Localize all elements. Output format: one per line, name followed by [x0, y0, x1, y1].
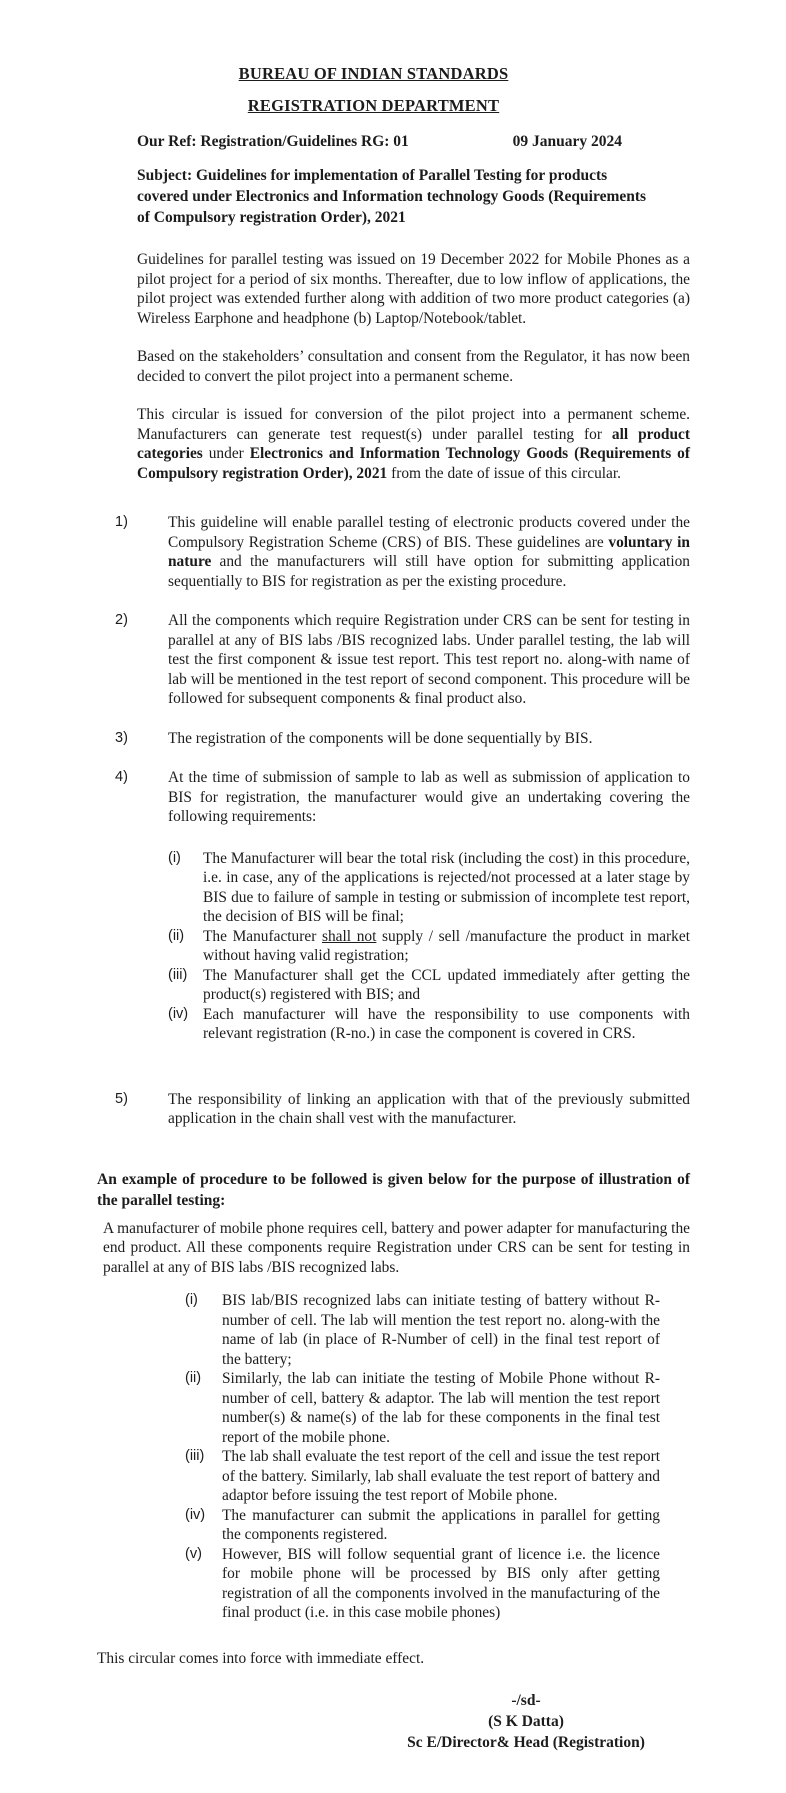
document-date: 09 January 2024 — [512, 133, 622, 150]
list-item-5 — [115, 1090, 690, 1129]
list-item-1 — [115, 513, 690, 591]
undertaking-item-i — [168, 849, 690, 927]
example-item-iii-text: The lab shall evaluate the test report of the cell and issue the test report of the battery. Similarly, lab shall evaluate the test report of battery and adaptor before issuing the test report of Mobile phone. — [222, 1448, 660, 1504]
list-item-2 — [115, 611, 690, 709]
department-title: REGISTRATION DEPARTMENT — [247, 96, 500, 115]
undertaking-item-iv — [168, 1005, 690, 1044]
example-item-iv-text: The manufacturer can submit the applications in parallel for getting the components registered. — [222, 1506, 660, 1543]
reference-row — [137, 133, 622, 151]
list-item-1-number: 1) — [115, 514, 128, 530]
example-item-i — [185, 1291, 660, 1369]
document-content — [97, 64, 690, 1753]
signature-sd: -/sd- — [511, 1692, 541, 1709]
example-list — [185, 1291, 660, 1623]
example-item-i-text: BIS lab/BIS recognized labs can initiate testing of battery without R-number of cell. The lab will mention the test report no. along-with the name of lab (in place of R-Number of cell) in the final test report of the battery; — [222, 1292, 660, 1368]
list-item-3-number: 3) — [115, 729, 128, 746]
signature-block — [376, 1690, 676, 1753]
org-title: BUREAU OF INDIAN STANDARDS — [238, 64, 509, 83]
undertaking-item-iii — [168, 966, 690, 1005]
undertaking-item-ii-text: The Manufacturer shall not supply / sell /manufacture the product in market without having valid registration; — [203, 927, 690, 964]
example-item-iv-number: (iv) — [185, 1506, 206, 1523]
example-item-v-text: However, BIS will follow sequential grant of licence i.e. the licence for mobile phone will be processed by BIS only after getting registration of all the components involved in the manufacturing of the final product (i.e. in this case mobile phones) — [222, 1545, 660, 1621]
example-item-v-number: (v) — [185, 1545, 202, 1562]
closing-statement: This circular comes into force with immediate effect. — [97, 1649, 425, 1667]
reference-number: Our Ref: Registration/Guidelines RG: 01 — [137, 133, 409, 150]
list-item-2-number: 2) — [115, 612, 128, 628]
example-heading: An example of procedure to be followed is given below for the purpose of illustration of the parallel testing: — [97, 1170, 690, 1209]
signature-designation: Sc E/Director& Head (Registration) — [407, 1734, 645, 1751]
example-item-ii — [185, 1369, 660, 1447]
bold-order-title: Electronics and Information Technology Goods (Requirements of Compulsory registration Order), 2021 — [137, 445, 690, 482]
undertaking-item-ii-number: (ii) — [168, 927, 185, 944]
example-item-i-number: (i) — [185, 1292, 198, 1308]
example-item-iv — [185, 1506, 660, 1545]
undertaking-item-ii — [168, 927, 690, 966]
subject-line: Subject: Guidelines for implementation of Parallel Testing for products covered under Electronics and Information technology Goods (Requirements of Compulsory registration Order), 2021 — [137, 167, 647, 226]
example-item-iii — [185, 1447, 660, 1506]
example-item-ii-number: (ii) — [185, 1370, 202, 1386]
list-item-4-number: 4) — [115, 769, 128, 785]
list-item-3 — [115, 729, 690, 749]
underlined-shall-not: shall not — [321, 927, 377, 945]
bold-voluntary-in-nature: voluntary in nature — [168, 533, 690, 570]
example-item-ii-text: Similarly, the lab can initiate the testing of Mobile Phone without R-number of cell, battery & adaptor. The lab will mention the test report number(s) & name(s) of the lab for these components in the final test report of the mobile phone. — [222, 1370, 660, 1446]
list-item-2-text: All the components which require Registration under CRS can be sent for testing in parallel at any of BIS labs /BIS recognized labs. Under parallel testing, the lab will test the first component & issue test report. This test report no. along-with name of lab will be mentioned in the test report of second component. This procedure will be followed for subsequent components & final product also. — [168, 612, 690, 707]
undertaking-item-i-text: The Manufacturer will bear the total risk (including the cost) in this procedure, i.e. in case, any of the applications is rejected/not processed at a later stage by BIS due to failure of sample in testing or submission of incomplete test report, the decision of BIS will be final; — [203, 849, 690, 925]
intro-paragraph-1: Guidelines for parallel testing was issued on 19 December 2022 for Mobile Phones as a pilot project for a period of six months. Thereafter, due to low inflow of applications, the pilot project was extended further along with addition of two more product categories (a) Wireless Earphone and headphone (b) Laptop/Notebook/tablet. — [137, 251, 690, 327]
list-item-3-text: The registration of the components will be done sequentially by BIS. — [168, 729, 593, 747]
list-item-4-text: At the time of submission of sample to lab as well as submission of application to BIS for registration, the manufacturer would give an undertaking covering the following requirements: — [168, 769, 690, 825]
example-item-iii-number: (iii) — [185, 1448, 205, 1464]
signature-name: (S K Datta) — [488, 1713, 564, 1730]
undertaking-item-iv-text: Each manufacturer will have the responsibility to use components with relevant registration (R-no.) in case the component is covered in CRS. — [203, 1005, 690, 1042]
undertaking-item-iv-number: (iv) — [168, 1005, 189, 1022]
list-item-4 — [115, 768, 690, 827]
list-item-5-number: 5) — [115, 1090, 128, 1107]
undertaking-list — [168, 849, 690, 1044]
undertaking-item-i-number: (i) — [168, 849, 181, 866]
undertaking-item-iii-number: (iii) — [168, 966, 188, 983]
example-item-v — [185, 1545, 660, 1623]
example-intro-paragraph: A manufacturer of mobile phone requires cell, battery and power adapter for manufacturing the end product. All these components require Registration under CRS can be sent for testing in parallel at any of BIS labs /BIS recognized labs. — [103, 1219, 690, 1276]
list-item-5-text: The responsibility of linking an application with that of the previously submitted application in the chain shall vest with the manufacturer. — [168, 1090, 690, 1127]
undertaking-item-iii-text: The Manufacturer shall get the CCL updated immediately after getting the product(s) registered with BIS; and — [203, 966, 690, 1003]
list-item-1-text: This guideline will enable parallel testing of electronic products covered under the Compulsory Registration Scheme (CRS) of BIS. These guidelines are voluntary in nature and the manufacturers will still have option for submitting application sequentially to BIS for registration as per the existing procedure. — [168, 514, 690, 590]
intro-paragraph-2: Based on the stakeholders’ consultation and consent from the Regulator, it has now been decided to convert the pilot project into a permanent scheme. — [137, 348, 690, 385]
bold-all-product-categories: all product categories — [137, 425, 690, 462]
intro-paragraph-3: This circular is issued for conversion of the pilot project into a permanent scheme. Manufacturers can generate test request(s) under parallel testing for all product categories under Electronics and Information Technology Goods (Requirements of Compulsory registration Order), 2021 from the date of issue of this circular. — [137, 406, 690, 482]
